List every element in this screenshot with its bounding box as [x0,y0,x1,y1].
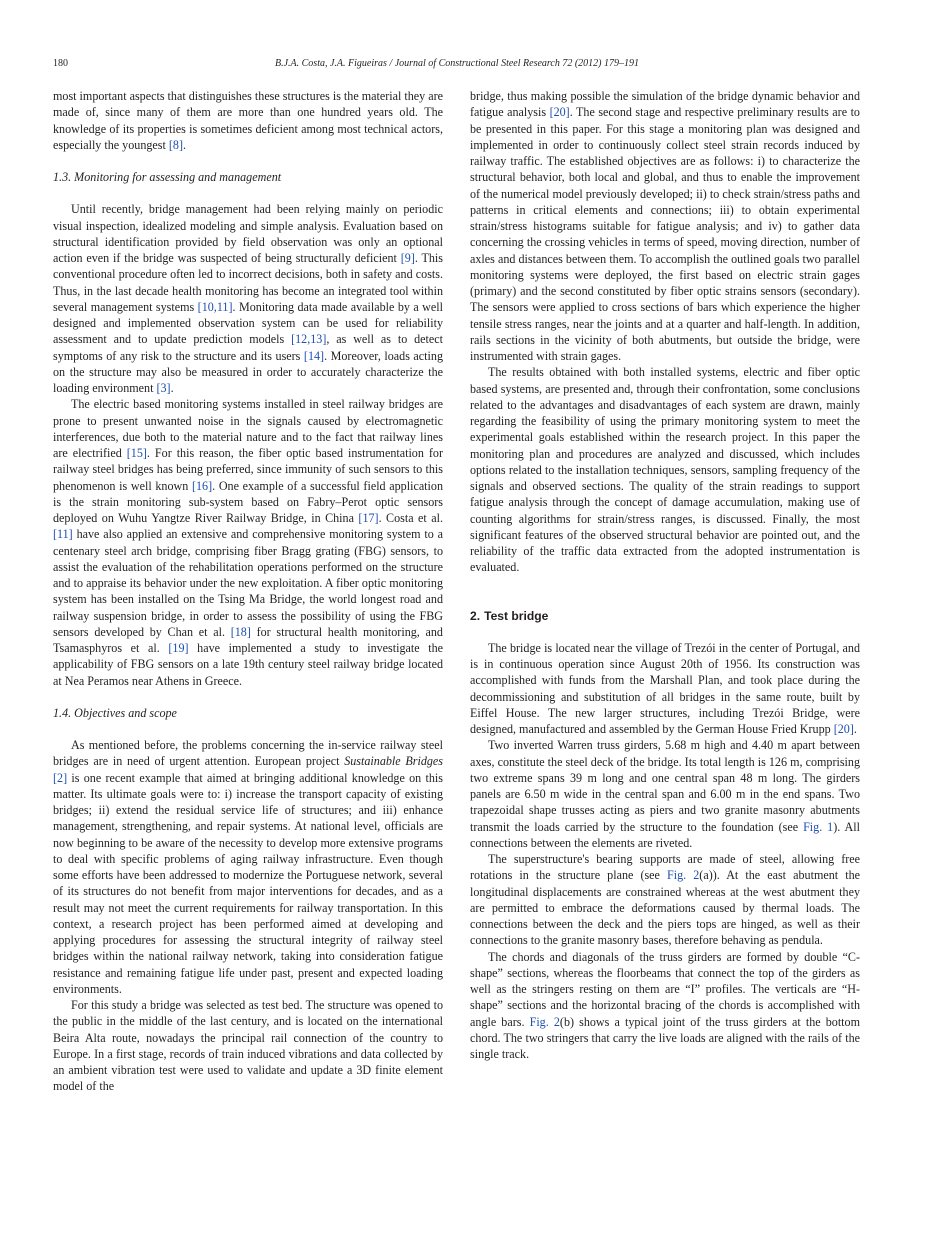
paragraph: The results obtained with both installed systems, electric and fiber optic based systems, are presented and, through their confrontation, some conclusions related to the advantages and disadvantages of each system are drawn, mainly regarding the feasibility of using the primary monitoring system to meet the experimental goals established within the research project. In this paper the monitoring plan and procedures are analyzed and discussed, which includes options related to the installation techniques, sensors, sampling frequency of the signals and observed sections. The quality of the strain readings to support fatigue analysis through the concept of damage accumulation, making use of counting algorithms for strain/stress ranges, is discussed. Finally, the most significant features of the observed structural behavior are pointed out, and the reliability of the traffic data extracted from the adopted instrumentation is evaluated. [470,365,860,575]
section-heading-1-4: 1.4. Objectives and scope [53,705,177,720]
citation-link[interactable]: [17] [358,511,379,525]
left-column [53,88,443,1095]
citation-link[interactable]: [14] [303,348,325,363]
paragraph: The electric based monitoring systems installed in steel railway bridges are prone to present unwanted noise in the signals caused by electromagnetic interferences, due both to the material nature and to the fact that railway lines are electrified [15]. For this reason, the fiber optic based instrumentation for railway steel bridges has being preferred, since immunity of such sensors to this phenomenon is well known [16]. One example of a successful field application is the strain monitoring sub-system based on Fabry–Perot optic sensors deployed on Wuhu Yangtze River Railway Bridge, in China [17]. Costa et al. [11] have also applied an extensive and comprehensive monitoring system to a centenary steel arch bridge, comprising fiber Bragg grating (FBG) sensors, to assist the evaluation of the rehabilitation operations performed on the structure and to appraise its behavior under the new exploitation. A fiber optic monitoring system has been installed on the Tsing Ma Bridge, the world longest road and railway suspension bridge, in order to assess the possibility of using the FBG sensors developed by Chan et al. [18] for structural health monitoring, and Tsamasphyros et al. [19] have implemented a study to investigate the applicability of FBG sensors on a late 19th century steel railway bridge located at Nea Peramos near Athens in Greece. [53,397,443,688]
paragraph: For this study a bridge was selected as test bed. The structure was opened to the public in the middle of the last century, and is located on the international Beira Alta route, nowadays the principal rail connection of the country to Europe. In a first stage, records of train induced vibrations and data collected by an ambient vibration test were used to validate and update a 3D finite element model of the [53,998,443,1094]
citation-link[interactable]: [9] [400,251,415,265]
citation-link[interactable]: [10,11] [197,299,233,314]
figure-link[interactable]: Fig. 2 [529,1014,560,1029]
paragraph: Until recently, bridge management had been relying mainly on periodic visual inspection, idealized modeling and simple analysis. Evaluation based on structural identification provided by field observation was only an optional action even if the bridge was suspected of being structurally deficient [9]. This conventional procedure often led to incorrect decisions, both in safety and costs. Thus, in the last decade health monitoring has become an integrated tool within several management systems [10,11]. Monitoring data made available by a well designed and implemented observation system can be used for reliability assessment and to update prediction models [12,13], as well as to detect symptoms of any risk to the structure and its users [14]. Moreover, loads acting on the structure may also be measured in order to accurately characterize the loading environment [3]. [53,202,443,395]
citation-link[interactable]: [8] [168,137,183,152]
page-number: 180 [53,58,68,69]
paragraph: As mentioned before, the problems concerning the in-service railway steel bridges are in need of urgent attention. European project Sustainable Bridges [2] is one recent example that aimed at bringing additional knowledge on this matter. Its ultimate goals were to: i) increase the transport capacity of existing bridges; ii) extend the residual service life of structures; and iii) enhance management, strengthening, and repair systems. At national level, officials are now beginning to be aware of the necessity to develop more extensive programs to deal with specific problems of aging railway infrastructure. Even though some efforts have been addressed to modernize the Portuguese network, several of its structures do not benefit from major interventions for decades, and as a result may not meet the current requirements for railway transportation. In this context, a research project has been performed aimed at developing and applying procedures for assessing the structural integrity of railway steel bridges within the national railway network, taking into consideration fatigue resistance and remaining fatigue life under past, present and expected loading environments. [53,738,443,996]
figure-link[interactable]: Fig. 2 [667,868,700,883]
paragraph: The chords and diagonals of the truss girders are formed by double “C-shape” sections, whereas the floorbeams that connect the top of the girders as well as the stringers resting on them are “I” profiles. The verticals are “H-shape” sections and the horizontal bracing of the chords is accomplished with angle bars. Fig. 2(b) shows a typical joint of the truss girders at the bottom chord. The two stringers that carry the live loads are aligned with the rails of the single track. [470,949,860,1061]
citation-link[interactable]: [3] [156,381,171,395]
figure-link[interactable]: Fig. 1 [803,819,834,834]
right-column [470,88,860,1062]
citation-link[interactable]: [11] [53,527,73,542]
citation-link[interactable]: [19] [168,641,189,655]
citation-link[interactable]: [16] [191,478,213,493]
citation-link[interactable]: [12,13] [291,332,327,347]
citation-link[interactable]: [18] [230,624,251,639]
citation-link[interactable]: [15] [126,446,147,460]
journal-citation: B.J.A. Costa, J.A. Figueiras / Journal of Constructional Steel Research 72 (2012) 179–191 [274,58,640,69]
section-heading-1-3: 1.3. Monitoring for assessing and management [53,170,282,184]
running-head [53,57,861,71]
paragraph: The bridge is located near the village of Trezói in the center of Portugal, and is in continuous operation since August 20th of 1956. Its construction was accomplished with funds from the Marshall Plan, and took place during the decommissioning and substitution of all bridges in the same route, built by Eiffel House. The new larger structures, including Trezói Bridge, were designed, manufactured and assembled by the German House Fried Krupp [20]. [470,640,860,736]
citation-link[interactable]: [20] [549,105,570,120]
paragraph: bridge, thus making possible the simulation of the bridge dynamic behavior and fatigue analysis [20]. The second stage and respective preliminary results are to be presented in this paper. For this stage a monitoring plan was designed and implemented in order to continuously collect steel strain records induced by railway traffic. The established objectives are as follows: i) to characterize the structural behavior, both local and global, and thus to enable the improvement of the numerical model previously developed; ii) to check strain/stress paths and patterns in critical elements and connections; iii) to obtain experimental strain/stress histograms suitable for fatigue analysis; and iv) to gather data concerning the crossing vehicles in terms of speed, moving direction, number of axles and distances between them. To accomplish the outlined goals two parallel monitoring systems were deployed, the first based on electric strain gages (primary) and the second constituted by fiber optic strains sensors (secondary). The sensors were applied to cross sections of bars which experience the higher tensile stress ranges, near the joints and at a quarter and half-length. In addition, rails sections in the vicinity of both abutments, but outside the bridge, were instrumented with strain gages. [470,89,860,363]
section-heading-2: 2. Test bridge [470,608,549,623]
paragraph: The superstructure's bearing supports are made of steel, allowing free rotations in the structure plane (see Fig. 2(a)). At the east abutment the longitudinal displacements are constrained whereas at the west abutment they are permitted to embrace the deformations caused by thermal loads. The connections between the deck and the piers tops are hinged, as well as their connections to the granite masonry bases, therefore behaving as pendula. [470,852,860,948]
citation-link[interactable]: [20] [833,722,854,736]
citation-link[interactable]: [2] [53,770,68,785]
paragraph: most important aspects that distinguishes these structures is the material they are made of, since many of them are more than one hundred years old. The knowledge of its properties is sometimes deficient among most technical actors, especially the youngest [8]. [53,89,443,152]
paragraph: Two inverted Warren truss girders, 5.68 m high and 4.40 m apart between axes, constitute the steel deck of the bridge. Its total length is 126 m, comprising two extreme spans 39 m long and one central span 48 m long. The girders panels are 6.50 m wide in the central span and 6.00 m in the end spans. Two trapezoidal shape trusses acting as piers and two granite masonry abutments transmit the loads carried by the structure to the foundation (see Fig. 1). All connections between the elements are riveted. [470,738,860,850]
